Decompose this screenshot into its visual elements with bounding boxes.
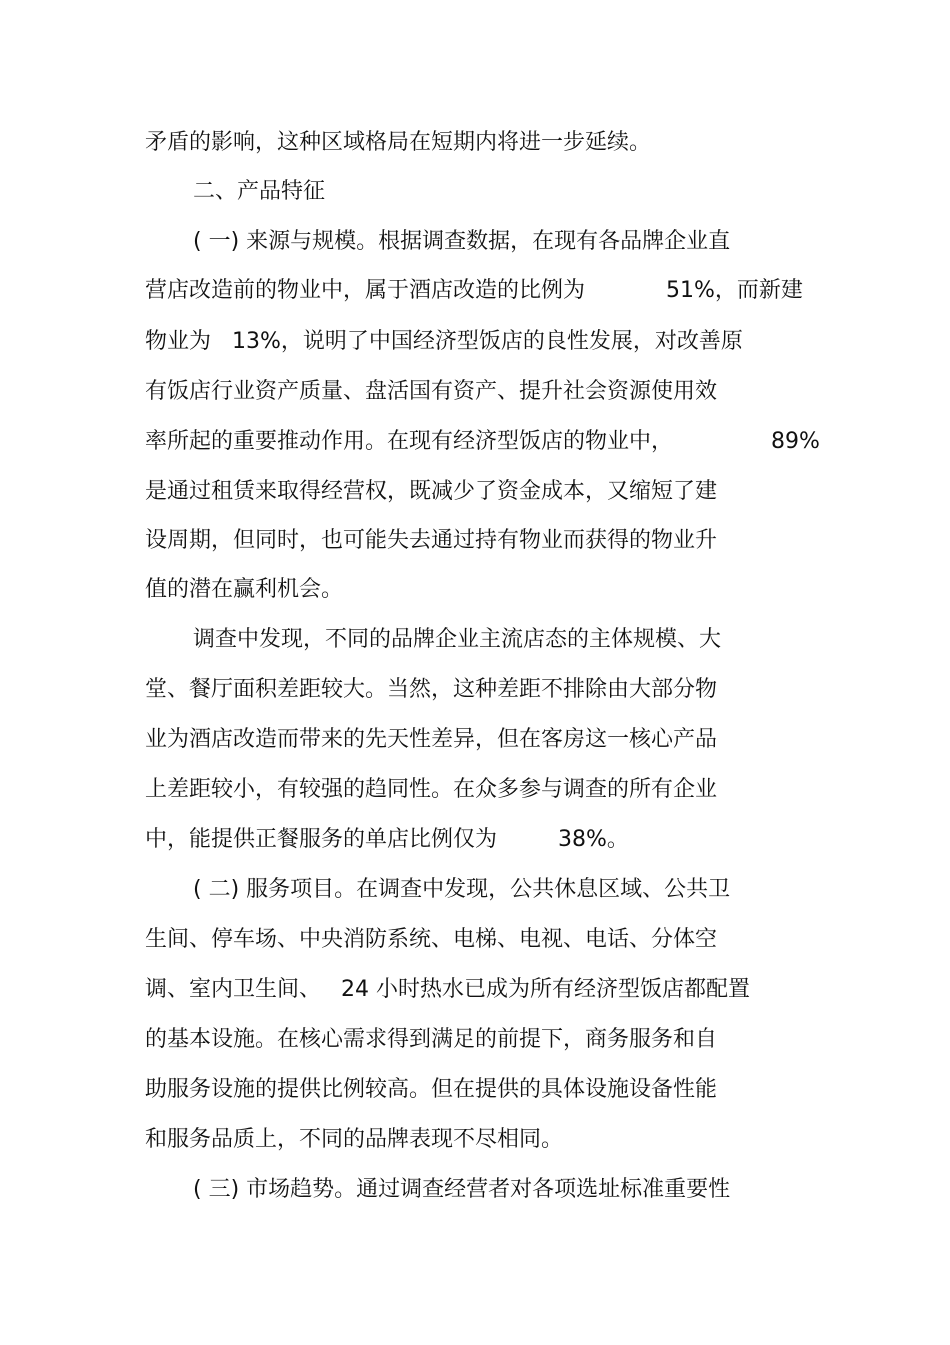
text-line: 助服务设施的提供比例较高。但在提供的具体设施设备性能 <box>145 1077 718 1102</box>
text-line: 物业为 <box>145 329 212 354</box>
text-line: 营店改造前的物业中，属于酒店改造的比例为 <box>145 278 586 303</box>
text-line: 调查中发现，不同的品牌企业主流店态的主体规模、大 <box>193 627 722 652</box>
text-line: 值的潜在赢利机会。 <box>145 577 344 602</box>
percent-value: 38%。 <box>558 827 629 852</box>
text-line: ( 三) 市场趋势。通过调查经营者对各项选址标准重要性 <box>193 1177 731 1202</box>
text-line: 有饭店行业资产质量、盘活国有资产、提升社会资源使用效 <box>145 379 718 404</box>
text-line: 生间、停车场、中央消防系统、电梯、电视、电话、分体空 <box>145 927 718 952</box>
text-line: 和服务品质上，不同的品牌表现不尽相同。 <box>145 1127 564 1152</box>
text-line: 24 小时热水已成为所有经济型饭店都配置 <box>341 977 750 1002</box>
text-line: 的基本设施。在核心需求得到满足的前提下，商务服务和自 <box>145 1027 718 1052</box>
text-line: 业为酒店改造而带来的先天性差异，但在客房这一核心产品 <box>145 727 718 752</box>
text-line: 矛盾的影响，这种区域格局在短期内将进一步延续。 <box>145 130 652 155</box>
text-line: 调、室内卫生间、 <box>145 977 322 1002</box>
percent-value: 51%，而新建 <box>666 278 803 303</box>
text-line: 上差距较小，有较强的趋同性。在众多参与调查的所有企业 <box>145 777 718 802</box>
text-line: ( 二) 服务项目。在调查中发现，公共休息区域、公共卫 <box>193 877 731 902</box>
text-line: 设周期，但同时，也可能失去通过持有物业而获得的物业升 <box>145 528 718 553</box>
text-line: ( 一) 来源与规模。根据调查数据，在现有各品牌企业直 <box>193 229 731 254</box>
text-line: 是通过租赁来取得经营权，既减少了资金成本，又缩短了建 <box>145 479 718 504</box>
percent-value: 89% <box>771 429 820 454</box>
text-line: 13%，说明了中国经济型饭店的良性发展，对改善原 <box>232 329 743 354</box>
text-line: 堂、餐厅面积差距较大。当然，这种差距不排除由大部分物 <box>145 677 718 702</box>
text-line: 率所起的重要推动作用。在现有经济型饭店的物业中， <box>145 429 674 454</box>
text-line: 中，能提供正餐服务的单店比例仅为 <box>145 827 498 852</box>
section-heading: 二、产品特征 <box>193 179 326 204</box>
